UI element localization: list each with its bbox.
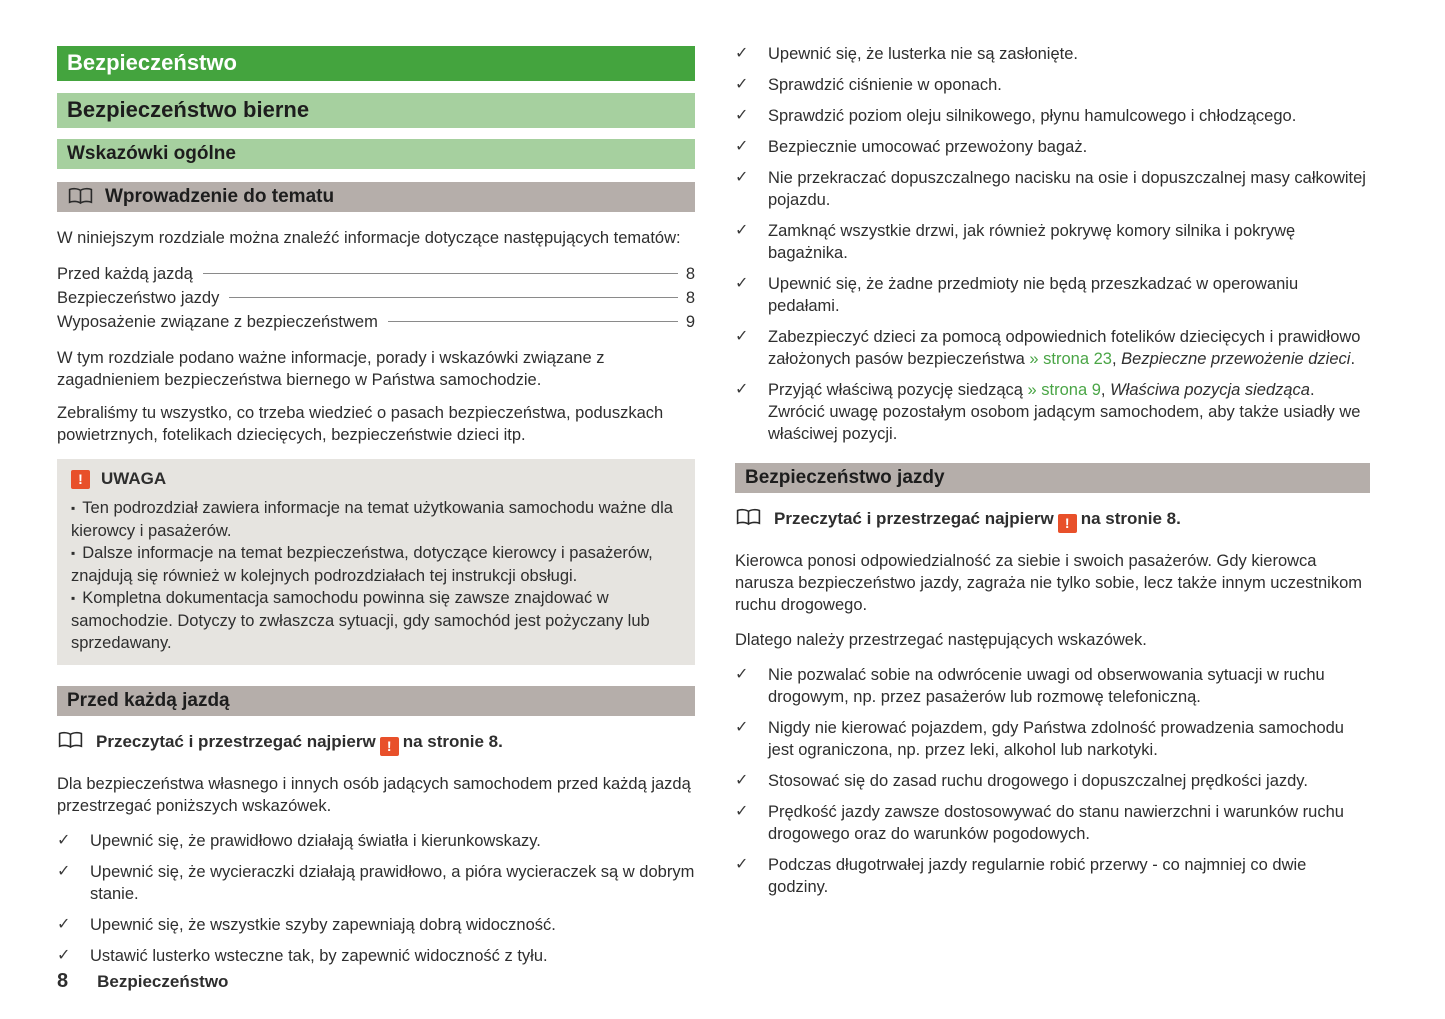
checklist-item — [735, 167, 1370, 211]
checklist-item-text — [768, 664, 1370, 708]
text-segment: Nigdy nie kierować pojazdem, gdy Państwa zdolność prowadzenia samochodu jest ograniczona, np. przez leki, alkohol lub narkotyki. — [768, 719, 1344, 759]
checklist-item-text — [90, 861, 695, 905]
read-first-line — [57, 731, 695, 756]
read-first-prefix: Przeczytać i przestrzegać najpierw — [774, 509, 1054, 528]
checkmark-icon: ✓ — [735, 328, 749, 345]
toc-entry-page[interactable]: 9 — [685, 313, 695, 331]
toc-entry-page[interactable]: 8 — [685, 289, 695, 307]
checkmark-icon: ✓ — [57, 947, 71, 964]
text-segment: Prędkość jazdy zawsze dostosowywać do stanu nawierzchni i warunków ruchu drogowego oraz do warunków pogodowych. — [768, 803, 1344, 843]
right-column — [735, 46, 1370, 976]
checkmark-icon: ✓ — [735, 803, 749, 820]
body-paragraph: W tym rozdziale podano ważne informacje, porady i wskazówki związane z zagadnieniem bezpieczeństwa biernego w Państwa samochodzie. — [57, 349, 605, 389]
body-paragraph: Dlatego należy przestrzegać następujących wskazówek. — [735, 631, 1147, 649]
text-segment: . Zwrócić uwagę pozostałym osobom jadącym samochodem, aby także usiadły we właściwej pozycji. — [768, 381, 1361, 443]
text-segment: Stosować się do zasad ruchu drogowego i dopuszczalnej prędkości jazdy. — [768, 772, 1308, 790]
footer-page-number: 8 — [57, 970, 69, 992]
note-bullet-list — [71, 497, 681, 654]
text-segment: Sprawdzić poziom oleju silnikowego, płynu hamulcowego i chłodzącego. — [768, 107, 1297, 125]
checklist-item-text — [768, 717, 1370, 761]
checklist-item-text — [768, 74, 1370, 96]
open-book-icon — [57, 731, 84, 750]
before-drive-banner: Przed każdą jazdą — [57, 686, 695, 716]
open-book-icon — [735, 508, 762, 527]
checklist-item-text — [768, 273, 1370, 317]
reference-title: Bezpieczne przewożenie dzieci — [1121, 350, 1351, 368]
checklist-item-text — [768, 801, 1370, 845]
text-segment: Upewnić się, że prawidłowo działają światła i kierunkowskazy. — [90, 832, 541, 850]
text-segment: , — [1111, 350, 1122, 368]
note-bullet-text: Dalsze informacje na temat bezpieczeństwa, dotyczące kierowcy i pasażerów, znajdują się również w kolejnych podrozdziałach tej instrukcji obsługi. — [71, 544, 653, 585]
square-bullet-icon: ▪ — [71, 591, 76, 605]
checkmark-icon: ✓ — [735, 719, 749, 736]
driving-safety-banner: Bezpieczeństwo jazdy — [735, 463, 1370, 493]
page-reference-link[interactable]: » strona 23 — [1029, 350, 1112, 368]
warning-icon: ! — [1058, 514, 1077, 533]
checkmark-icon: ✓ — [735, 275, 749, 292]
checklist-item-text — [768, 326, 1370, 370]
note-title-row — [71, 468, 681, 490]
read-first-line — [735, 508, 1370, 533]
checklist-item — [735, 43, 1370, 65]
checklist-item-text — [768, 854, 1370, 898]
text-segment: Przyjąć właściwą pozycję siedzącą — [768, 381, 1028, 399]
subsection-banner: Wskazówki ogólne — [57, 139, 695, 169]
checkmark-icon: ✓ — [735, 856, 749, 873]
note-bullet-text: Ten podrozdział zawiera informacje na temat użytkowania samochodu ważne dla kierowcy i pasażerów. — [71, 499, 673, 540]
text-segment: Upewnić się, że wycieraczki działają prawidłowo, a pióra wycieraczek są w dobrym stanie. — [90, 863, 695, 903]
text-segment: Zabezpieczyć dzieci za pomocą odpowiednich fotelików dziecięcych i prawidłowo założonych pasów bezpieczeństwa — [768, 328, 1361, 368]
checklist-item — [735, 273, 1370, 317]
checkmark-icon: ✓ — [57, 916, 71, 933]
checkmark-icon: ✓ — [735, 381, 749, 398]
text-segment: Sprawdzić ciśnienie w oponach. — [768, 76, 1002, 94]
read-first-text — [774, 508, 1181, 533]
open-book-icon — [67, 187, 94, 206]
text-segment: Podczas długotrwałej jazdy regularnie robić przerwy - co najmniej co dwie godziny. — [768, 856, 1307, 896]
note-bullet — [71, 497, 681, 542]
page-footer — [57, 970, 228, 993]
checklist-item-text — [768, 220, 1370, 264]
read-first-suffix: na stronie 8. — [1080, 509, 1181, 528]
text-segment: Zamknąć wszystkie drzwi, jak również pokrywę komory silnika i pokrywę bagażnika. — [768, 222, 1296, 262]
checklist-item-text — [90, 914, 695, 936]
read-first-text — [96, 731, 503, 756]
checklist-item-text — [90, 945, 695, 967]
checklist-item — [735, 74, 1370, 96]
checkmark-icon: ✓ — [735, 666, 749, 683]
toc-entry-label[interactable]: Wyposażenie związane z bezpieczeństwem — [57, 313, 378, 331]
page-reference-link[interactable]: » strona 9 — [1027, 381, 1101, 399]
before-drive-checklist — [57, 830, 695, 967]
chapter-banner: Bezpieczeństwo — [57, 46, 695, 81]
checklist-item-text — [768, 105, 1370, 127]
mini-toc — [57, 262, 695, 334]
read-first-suffix: na stronie 8. — [402, 732, 503, 751]
checklist-item — [57, 830, 695, 852]
square-bullet-icon: ▪ — [71, 546, 76, 560]
note-bullet — [71, 542, 681, 587]
toc-leader-line — [388, 321, 678, 322]
before-drive-checklist-continued — [735, 43, 1370, 445]
read-first-prefix: Przeczytać i przestrzegać najpierw — [96, 732, 376, 751]
checklist-item — [735, 717, 1370, 761]
body-paragraph: Dla bezpieczeństwa własnego i innych osób jadących samochodem przed każdą jazdą przestrzegać poniższych wskazówek. — [57, 775, 691, 815]
two-column-layout — [57, 46, 1370, 976]
checklist-item — [57, 914, 695, 936]
checklist-item-text — [90, 830, 695, 852]
text-segment: Ustawić lusterko wsteczne tak, by zapewnić widoczność z tyłu. — [90, 947, 548, 965]
text-segment: Upewnić się, że żadne przedmioty nie będą przeszkadzać w operowaniu pedałami. — [768, 275, 1299, 315]
checklist-item-text — [768, 167, 1370, 211]
toc-entry-label[interactable]: Bezpieczeństwo jazdy — [57, 289, 220, 307]
note-box — [57, 459, 695, 665]
checklist-item-text — [768, 770, 1370, 792]
checkmark-icon: ✓ — [57, 832, 71, 849]
checklist-item — [735, 326, 1370, 370]
note-bullet — [71, 587, 681, 654]
intro-paragraph: W niniejszym rozdziale można znaleźć informacje dotyczące następujących tematów: — [57, 229, 681, 247]
checklist-item — [735, 801, 1370, 845]
driving-safety-checklist — [735, 664, 1370, 898]
toc-leader-line — [203, 273, 678, 274]
text-segment: , — [1100, 381, 1111, 399]
checkmark-icon: ✓ — [735, 107, 749, 124]
footer-chapter-title: Bezpieczeństwo — [97, 972, 229, 991]
topic-intro-banner — [57, 182, 695, 212]
checklist-item — [735, 664, 1370, 708]
checkmark-icon: ✓ — [735, 772, 749, 789]
toc-entry-label[interactable]: Przed każdą jazdą — [57, 265, 193, 283]
note-title: UWAGA — [101, 469, 167, 488]
checklist-item — [735, 136, 1370, 158]
toc-entry[interactable] — [57, 262, 695, 286]
checklist-item — [57, 945, 695, 967]
topic-intro-title: Wprowadzenie do tematu — [105, 186, 335, 207]
text-segment: Bezpiecznie umocować przewożony bagaż. — [768, 138, 1088, 156]
checklist-item-text — [768, 43, 1370, 65]
warning-icon: ! — [71, 470, 90, 489]
text-segment: . — [1350, 350, 1356, 368]
checkmark-icon: ✓ — [735, 222, 749, 239]
checklist-item — [735, 105, 1370, 127]
checkmark-icon: ✓ — [735, 138, 749, 155]
checklist-item — [735, 220, 1370, 264]
checkmark-icon: ✓ — [735, 45, 749, 62]
checklist-item — [735, 379, 1370, 445]
left-column — [57, 46, 695, 976]
toc-leader-line — [229, 297, 677, 298]
checklist-item — [57, 861, 695, 905]
checklist-item-text — [768, 136, 1370, 158]
checkmark-icon: ✓ — [57, 863, 71, 880]
square-bullet-icon: ▪ — [71, 501, 76, 515]
checklist-item — [735, 770, 1370, 792]
note-bullet-text: Kompletna dokumentacja samochodu powinna się zawsze znajdować w samochodzie. Dotyczy to zwłaszcza sytuacji, gdy samochód jest pożyczany lub sprzedawany. — [71, 589, 650, 652]
text-segment: Nie przekraczać dopuszczalnego nacisku na osie i dopuszczalnej masy całkowitej pojazdu. — [768, 169, 1366, 209]
text-segment: Upewnić się, że lusterka nie są zasłonięte. — [768, 45, 1078, 63]
body-paragraph: Kierowca ponosi odpowiedzialność za siebie i swoich pasażerów. Gdy kierowca narusza bezpieczeństwo jazdy, zagraża nie tylko sobie, lecz także innym uczestnikom ruchu drogowego. — [735, 552, 1362, 614]
checkmark-icon: ✓ — [735, 76, 749, 93]
text-segment: Upewnić się, że wszystkie szyby zapewniają dobrą widoczność. — [90, 916, 556, 934]
text-segment: Nie pozwalać sobie na odwrócenie uwagi od obserwowania sytuacji w ruchu drogowym, np. przez pasażerów lub rozmowę telefoniczną. — [768, 666, 1325, 706]
reference-title: Właściwa pozycja siedząca — [1110, 381, 1310, 399]
body-paragraph: Zebraliśmy tu wszystko, co trzeba wiedzieć o pasach bezpieczeństwa, poduszkach powietrznych, fotelikach dziecięcych, bezpieczeństwie dzieci itp. — [57, 404, 664, 444]
checklist-item — [735, 854, 1370, 898]
checklist-item-text — [768, 379, 1370, 445]
section-banner: Bezpieczeństwo bierne — [57, 93, 695, 128]
toc-entry[interactable] — [57, 310, 695, 334]
warning-icon: ! — [380, 737, 399, 756]
toc-entry-page[interactable]: 8 — [685, 265, 695, 283]
toc-entry[interactable] — [57, 286, 695, 310]
checkmark-icon: ✓ — [735, 169, 749, 186]
